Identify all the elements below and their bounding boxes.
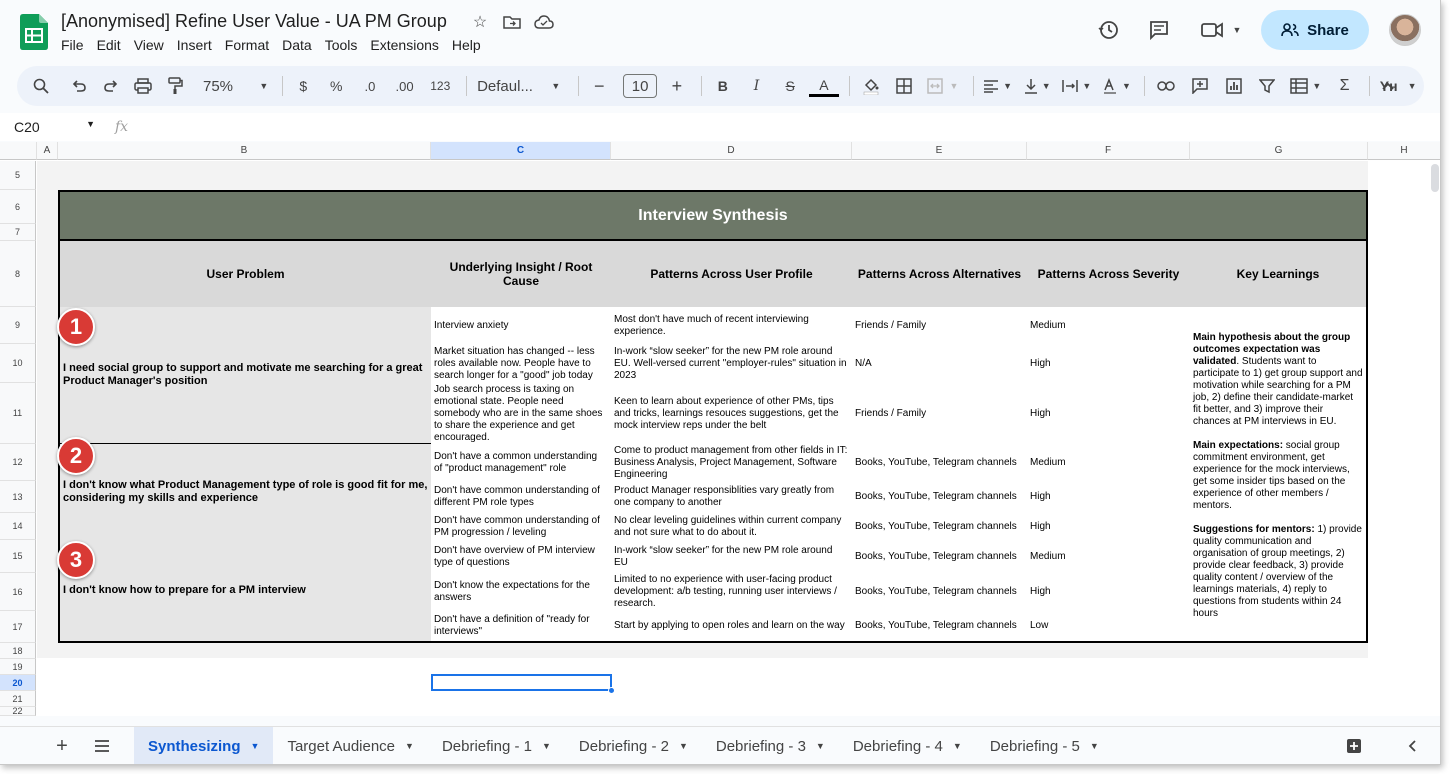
sheet-tab-label: Synthesizing xyxy=(148,737,241,755)
vertical-scrollbar[interactable] xyxy=(1431,164,1439,192)
chevron-down-icon: ▼ xyxy=(551,81,561,91)
currency-format-button[interactable]: $ xyxy=(299,78,308,94)
filter-views-icon[interactable] xyxy=(1286,72,1326,100)
row-header[interactable]: 7 xyxy=(0,224,36,241)
header-key-learnings[interactable]: Key Learnings xyxy=(1190,241,1368,308)
move-folder-icon[interactable] xyxy=(502,12,522,32)
document-title[interactable]: [Anonymised] Refine User Value - UA PM Group xyxy=(61,11,447,31)
menu-help[interactable]: Help xyxy=(451,37,481,53)
chevron-down-icon: ▼ xyxy=(1122,81,1131,91)
chevron-down-icon[interactable]: ▼ xyxy=(1089,741,1099,751)
row-header[interactable]: 6 xyxy=(0,190,36,224)
spreadsheet-grid[interactable] xyxy=(0,142,1441,716)
insert-chart-icon[interactable] xyxy=(1219,72,1249,100)
header-patterns-profile[interactable]: Patterns Across User Profile xyxy=(611,241,853,308)
sheet-tab-label: Target Audience xyxy=(287,737,396,755)
horizontal-align-icon[interactable] xyxy=(980,72,1016,100)
row-header[interactable]: 11 xyxy=(0,383,36,444)
sheet-tab-label: Debriefing - 4 xyxy=(852,737,943,755)
row-header[interactable]: 12 xyxy=(0,444,36,481)
table-cell-severity[interactable]: High xyxy=(1027,573,1191,612)
row-header[interactable]: 9 xyxy=(0,307,36,344)
search-icon[interactable] xyxy=(27,72,55,100)
table-cell-profile[interactable]: No clear leveling guidelines within current company and not sure what to do about it. xyxy=(611,513,853,541)
table-cell-insight[interactable]: Don't have a definition of "ready for interviews" xyxy=(431,611,612,643)
table-cell-alternatives[interactable]: Friends / Family xyxy=(852,307,1028,345)
user-avatar[interactable] xyxy=(1389,14,1421,46)
text-rotation-icon[interactable] xyxy=(1099,72,1135,100)
meet-video-icon[interactable] xyxy=(1193,10,1249,50)
column-header[interactable]: A xyxy=(37,142,58,160)
toolbar xyxy=(17,66,1424,106)
user-problem-1[interactable]: I need social group to support and motivate me searching for a great Product Manager's position xyxy=(58,307,432,444)
problem-badge-1: 1 xyxy=(57,308,95,346)
text-wrapping-icon[interactable] xyxy=(1059,72,1095,100)
strikethrough-button[interactable]: S xyxy=(785,78,795,94)
table-cell-profile[interactable]: In-work “slow seeker” for the new PM role around EU. Well-versed current "employer-rules" situation in 2023 xyxy=(611,344,853,384)
table-cell-alternatives[interactable]: Friends / Family xyxy=(852,383,1028,445)
chevron-down-icon[interactable]: ▼ xyxy=(541,741,551,751)
table-cell-severity[interactable]: Medium xyxy=(1027,444,1191,482)
fill-handle[interactable] xyxy=(608,687,615,694)
column-header[interactable]: E xyxy=(852,142,1027,160)
table-cell-severity[interactable]: Medium xyxy=(1027,540,1191,574)
explore-icon[interactable] xyxy=(1334,727,1374,765)
font-size-input[interactable]: 10 xyxy=(623,74,657,98)
table-cell-profile[interactable]: Come to product management from other fields in IT: Business Analysis, Project Management, Software Engineering xyxy=(611,444,853,482)
table-title[interactable]: Interview Synthesis xyxy=(58,190,1368,241)
toolbar-divider xyxy=(282,76,283,96)
table-cell-profile[interactable]: Keen to learn about experience of other PMs, tips and tricks, learnings resouces suggestions, get the mock interview reps under the belt xyxy=(611,383,853,445)
sheet-tab-debriefing-5[interactable] xyxy=(976,727,1113,765)
sheet-tabs-bar xyxy=(0,726,1440,765)
table-cell-insight[interactable]: Don't have common understanding of different PM role types xyxy=(431,481,612,514)
formula-bar xyxy=(0,113,1440,141)
header-user-problem[interactable]: User Problem xyxy=(58,241,432,308)
problem-badge-2: 2 xyxy=(57,437,95,475)
toolbar-divider xyxy=(701,76,702,96)
toolbar-divider xyxy=(1369,76,1370,96)
column-header[interactable]: F xyxy=(1027,142,1190,160)
row-header[interactable]: 10 xyxy=(0,344,36,383)
row-header[interactable]: 13 xyxy=(0,481,36,513)
vertical-align-icon[interactable] xyxy=(1019,72,1055,100)
header-right-tools xyxy=(1089,8,1440,52)
table-cell-alternatives[interactable]: N/A xyxy=(852,344,1028,384)
toolbar-divider xyxy=(1144,76,1145,96)
menu-data[interactable]: Data xyxy=(282,37,312,53)
table-cell-severity[interactable]: High xyxy=(1027,513,1191,541)
insert-link-icon[interactable] xyxy=(1151,72,1181,100)
table-cell-severity[interactable]: Medium xyxy=(1027,307,1191,345)
chevron-down-icon[interactable]: ▼ xyxy=(952,741,962,751)
row-header[interactable]: 17 xyxy=(0,611,36,643)
corner-select-all[interactable] xyxy=(0,142,37,160)
paint-format-icon[interactable] xyxy=(161,72,189,100)
table-cell-severity[interactable]: High xyxy=(1027,481,1191,514)
row-header[interactable]: 15 xyxy=(0,540,36,573)
column-header[interactable]: H xyxy=(1368,142,1441,160)
bold-button[interactable]: B xyxy=(717,78,728,94)
user-problem-2[interactable]: I don't know what Product Management type of role is good fit for me, considering my skills and experience xyxy=(58,444,432,541)
zoom-value: 75% xyxy=(203,77,234,95)
menu-format[interactable]: Format xyxy=(224,37,270,53)
text-color-button[interactable]: A xyxy=(809,75,839,97)
menu-tools[interactable]: Tools xyxy=(324,37,358,53)
print-icon[interactable] xyxy=(129,72,157,100)
comments-icon[interactable] xyxy=(1139,10,1179,50)
menu-bar xyxy=(61,37,494,53)
table-cell-severity[interactable]: High xyxy=(1027,383,1191,445)
problem-badge-3: 3 xyxy=(57,541,95,579)
share-label: Share xyxy=(1307,21,1349,39)
chevron-down-icon: ▼ xyxy=(259,81,269,91)
input-tools-label: Yн xyxy=(1379,78,1398,94)
undo-icon[interactable] xyxy=(65,72,93,100)
table-cell-insight[interactable]: Don't have overview of PM interview type of questions xyxy=(431,540,612,574)
key-learning-text: . Students want to participate to 1) get group support and motivation while searching for a PM job, 2) define their candidate-market fit better, and 3) improve their chances at PM interviews in EU. xyxy=(1193,356,1363,427)
filter-icon[interactable] xyxy=(1252,72,1282,100)
toolbar-divider xyxy=(973,76,974,96)
borders-icon[interactable] xyxy=(889,72,919,100)
key-learning-bold: Main hypothesis about the group outcomes expectation was validated xyxy=(1193,332,1351,367)
decrease-decimal-button[interactable]: .0 xyxy=(364,78,376,94)
table-cell-alternatives[interactable]: Books, YouTube, Telegram channels xyxy=(852,540,1028,574)
table-cell-alternatives[interactable]: Books, YouTube, Telegram channels xyxy=(852,481,1028,514)
key-learning-bold: Suggestions for mentors: xyxy=(1193,524,1315,535)
chevron-down-icon[interactable]: ▼ xyxy=(815,741,825,751)
sheets-logo-icon[interactable] xyxy=(20,14,48,50)
sheet-tab-debriefing-2[interactable] xyxy=(565,727,702,765)
chevron-down-icon: ▼ xyxy=(86,119,95,129)
key-learning-paragraph xyxy=(1193,440,1363,512)
active-cell-selection[interactable] xyxy=(431,674,612,691)
all-sheets-icon[interactable] xyxy=(82,727,122,765)
insert-comment-icon[interactable] xyxy=(1185,72,1215,100)
table-cell-profile[interactable]: Limited to no experience with user-facing product development: a/b testing, running user interviews / research. xyxy=(611,573,853,612)
chevron-down-icon: ▼ xyxy=(1082,81,1092,91)
percent-format-button[interactable]: % xyxy=(329,78,343,94)
people-icon xyxy=(1281,23,1299,37)
table-cell-alternatives[interactable]: Books, YouTube, Telegram channels xyxy=(852,444,1028,482)
table-cell-profile[interactable]: Most don't have much of recent interviewing experience. xyxy=(611,307,853,345)
menu-insert[interactable]: Insert xyxy=(176,37,212,53)
cloud-status-icon[interactable] xyxy=(534,12,554,32)
menu-file[interactable]: File xyxy=(61,37,84,53)
menu-view[interactable]: View xyxy=(133,37,164,53)
chevron-down-icon[interactable]: ▼ xyxy=(250,741,260,751)
zoom-select[interactable] xyxy=(203,72,268,100)
toolbar-divider xyxy=(849,76,850,96)
key-learnings-cell[interactable] xyxy=(1190,307,1368,643)
chevron-down-icon[interactable]: ▼ xyxy=(678,741,688,751)
functions-button[interactable]: Σ xyxy=(1339,77,1350,94)
row-header[interactable]: 8 xyxy=(0,241,36,307)
share-button[interactable] xyxy=(1261,10,1369,50)
fill-color-icon[interactable] xyxy=(856,72,886,100)
sheet-tab-label: Debriefing - 3 xyxy=(715,737,806,755)
header-patterns-severity[interactable]: Patterns Across Severity xyxy=(1027,241,1191,308)
key-learning-paragraph xyxy=(1193,524,1363,620)
increase-font-size-icon[interactable]: + xyxy=(671,75,683,96)
chevron-down-icon: ▼ xyxy=(1312,81,1322,91)
sheet-tab-label: Debriefing - 1 xyxy=(441,737,532,755)
table-cell-insight[interactable]: Interview anxiety xyxy=(431,307,612,345)
sheet-tab-label: Debriefing - 2 xyxy=(578,737,669,755)
key-learning-paragraph xyxy=(1193,332,1363,428)
chevron-down-icon[interactable]: ▼ xyxy=(405,741,414,751)
row-header[interactable]: 21 xyxy=(0,691,36,707)
table-cell-insight[interactable]: Market situation has changed -- less roles available now. People have to search longer for a "good" job today xyxy=(431,344,612,384)
table-cell-profile[interactable]: In-work “slow seeker” for the new PM role around EU xyxy=(611,540,853,574)
key-learning-text: 1) provide quality communication and organisation of group meetings, 2) provide clear feedback, 3) provide quality content / overview of the learnings materials, 4) reply to questions from students within 24 hours xyxy=(1193,524,1362,619)
row-header[interactable]: 18 xyxy=(0,643,36,659)
collapse-toolbar-icon[interactable] xyxy=(1374,72,1402,100)
title-bar xyxy=(0,0,1440,62)
sheet-tab-debriefing-1[interactable] xyxy=(428,727,565,765)
sheet-tab-label: Debriefing - 5 xyxy=(989,737,1080,755)
row-header[interactable]: 20 xyxy=(0,675,36,691)
redo-icon[interactable] xyxy=(97,72,125,100)
merge-cells-icon[interactable] xyxy=(923,72,963,100)
font-family-value: Defaul... xyxy=(477,77,533,95)
header-underlying-insight[interactable]: Underlying Insight / Root Cause xyxy=(431,241,612,308)
toolbar-divider xyxy=(578,76,579,96)
sheet-tab-target-audience[interactable] xyxy=(273,727,428,765)
sheet-tab-synthesizing[interactable] xyxy=(134,727,273,765)
table-cell-profile[interactable]: Start by applying to open roles and learn on the way xyxy=(611,611,853,643)
table-cell-severity[interactable]: High xyxy=(1027,344,1191,384)
header-patterns-alternatives[interactable]: Patterns Across Alternatives xyxy=(852,241,1028,308)
chevron-down-icon: ▼ xyxy=(949,81,959,91)
table-cell-insight[interactable]: Don't have common understanding of PM progression / leveling xyxy=(431,513,612,541)
chevron-down-icon: ▼ xyxy=(1003,81,1012,91)
user-problem-3[interactable]: I don't know how to prepare for a PM interview xyxy=(58,540,432,643)
column-header[interactable]: B xyxy=(58,142,431,160)
table-cell-profile[interactable]: Product Manager responsiblities vary greatly from one company to another xyxy=(611,481,853,514)
increase-decimal-button[interactable]: .00 xyxy=(395,78,414,94)
table-cell-alternatives[interactable]: Books, YouTube, Telegram channels xyxy=(852,573,1028,612)
sheet-tab-debriefing-4[interactable] xyxy=(839,727,976,765)
version-history-icon[interactable] xyxy=(1089,10,1129,50)
chevron-down-icon: ▼ xyxy=(1232,25,1242,35)
add-sheet-icon[interactable]: + xyxy=(56,734,68,757)
name-box[interactable] xyxy=(0,119,103,135)
row-header[interactable]: 16 xyxy=(0,573,36,611)
table-cell-alternatives[interactable]: Books, YouTube, Telegram channels xyxy=(852,513,1028,541)
menu-edit[interactable]: Edit xyxy=(96,37,121,53)
column-header[interactable]: G xyxy=(1190,142,1368,160)
star-icon[interactable]: ☆ xyxy=(472,14,488,31)
sheet-tab-debriefing-3[interactable] xyxy=(702,727,839,765)
title-icons xyxy=(470,12,554,32)
italic-button[interactable]: I xyxy=(753,78,760,94)
table-cell-insight[interactable]: Job search process is taxing on emotional state. People need somebody who are in the same shoes to share the experience and get encouraged. xyxy=(431,383,612,445)
side-panel-toggle-icon[interactable] xyxy=(1392,727,1432,765)
key-learning-bold: Main expectations: xyxy=(1193,440,1284,451)
row-header[interactable]: 19 xyxy=(0,659,36,675)
chevron-down-icon: ▼ xyxy=(1407,81,1417,91)
more-formats-button[interactable]: 123 xyxy=(430,79,451,93)
name-box-value: C20 xyxy=(14,119,40,135)
font-family-select[interactable] xyxy=(477,72,560,100)
decrease-font-size-icon[interactable]: − xyxy=(593,75,605,96)
row-header[interactable]: 5 xyxy=(0,161,36,190)
menu-extensions[interactable]: Extensions xyxy=(370,37,439,53)
table-cell-insight[interactable]: Don't have a common understanding of "product management" role xyxy=(431,444,612,482)
column-header[interactable]: D xyxy=(611,142,852,160)
toolbar-divider xyxy=(466,76,467,96)
key-learning-text: social group commitment environment, get experience for the mock interviews, get some insider tips based on the experience of other members / mentors. xyxy=(1193,440,1350,511)
table-cell-insight[interactable]: Don't know the expectations for the answers xyxy=(431,573,612,612)
table-cell-severity[interactable]: Low xyxy=(1027,611,1191,643)
fx-icon: fx xyxy=(115,119,129,135)
chevron-down-icon: ▼ xyxy=(1041,81,1051,91)
row-header[interactable]: 14 xyxy=(0,513,36,540)
row-header[interactable]: 22 xyxy=(0,707,36,716)
column-header[interactable]: C xyxy=(431,142,611,160)
table-cell-alternatives[interactable]: Books, YouTube, Telegram channels xyxy=(852,611,1028,643)
